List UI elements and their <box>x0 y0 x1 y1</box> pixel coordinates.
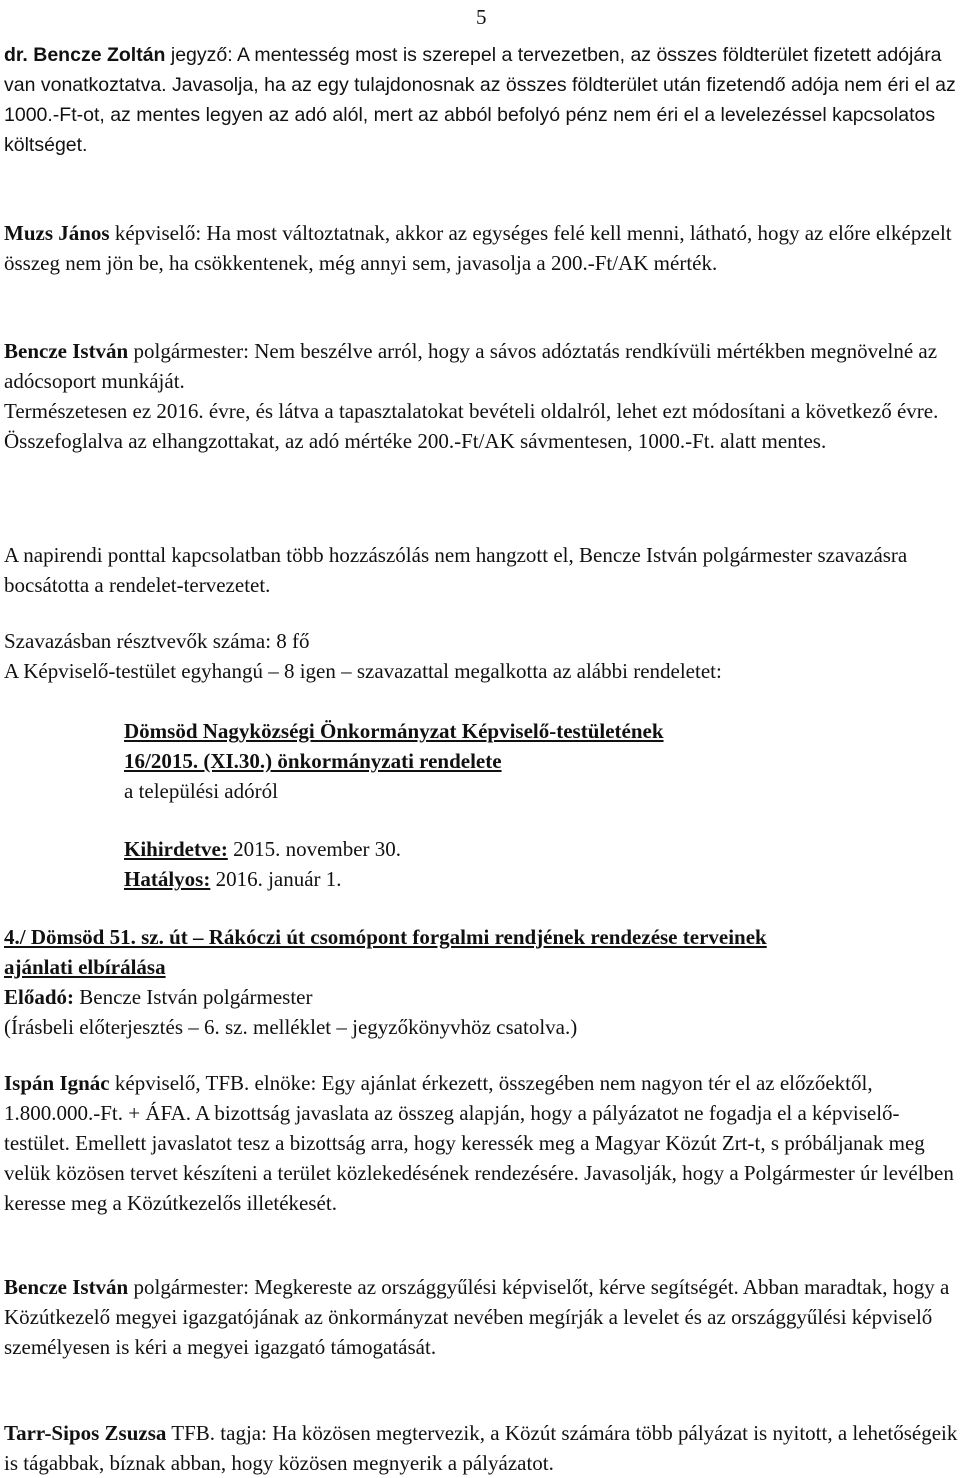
speaker-name: Tarr-Sipos Zsuzsa <box>4 1421 167 1445</box>
effective-date: 2016. január 1. <box>210 867 342 891</box>
announced-date: 2015. november 30. <box>227 837 402 861</box>
agenda-title-line1: 4./ Dömsöd 51. sz. út – Rákóczi út csomópont forgalmi rendjének rendezése terveinek <box>4 925 767 949</box>
paragraph-bencze-istvan-2 <box>4 1272 958 1362</box>
announced-label: Kihirdetve: <box>124 837 228 861</box>
paragraph-bencze-istvan <box>4 336 958 456</box>
paragraph-text: képviselő, TFB. elnöke: Egy ajánlat érkezett, összegében nem nagyon tér el az előzőektől, 1.800.000.-Ft. + ÁFA. A bizottság javaslata az összeg alapján, hogy a pályázatot ne fogadja el a képviselő-testület. Emellett javaslatot tesz a bizottság arra, hogy keressék meg a Magyar Közút Zrt-t, s próbáljanak meg velük közösen tervet készíteni a terület közlekedésének rendezésére. Javasolják, hogy a Polgármester úr levélben keresse meg a Közútkezelős illetékesét. <box>4 1071 954 1215</box>
speaker-name: Bencze István <box>4 1275 129 1299</box>
vote-participants: Szavazásban résztvevők száma: 8 fő <box>4 629 310 653</box>
paragraph-muzs-janos <box>4 218 958 278</box>
presenter-label: Előadó: <box>4 985 75 1009</box>
speaker-name: Muzs János <box>4 221 110 245</box>
decree-title-line1: Dömsöd Nagyközségi Önkormányzat Képviselő-testületének <box>124 719 664 743</box>
paragraph-agenda-close: A napirendi ponttal kapcsolatban több hozzászólás nem hangzott el, Bencze István polgármester szavazásra bocsátotta a rendelet-tervezetet. <box>4 543 908 597</box>
speaker-name: dr. Bencze Zoltán <box>4 44 166 66</box>
paragraph-text: TFB. tagja: Ha közösen megtervezik, a Közút számára több pályázat is nyitott, a lehetőségeik is tágabbak, bíznak abban, hogy közösen megnyerik a pályázatot. <box>4 1421 958 1475</box>
effective-label: Hatályos: <box>124 867 211 891</box>
paragraph-ispan-ignac <box>4 1068 958 1218</box>
paragraph-text: polgármester: Megkereste az országgyűlési képviselőt, kérve segítségét. Abban maradtak, hogy a Közútkezelő megyei igazgatójának az önkormányzat nevében megírják a levelet és az országgyűlési képviselő személyesen is kéri a megyei igazgató támogatását. <box>4 1275 950 1359</box>
paragraph-text: polgármester: Nem beszélve arról, hogy a sávos adóztatás rendkívüli mértékben megnövelné az adócsoport munkáját. <box>4 339 938 393</box>
decree-title <box>124 716 954 806</box>
vote-block <box>4 626 958 686</box>
paragraph-text: jegyző: A mentesség most is szerepel a tervezetben, az összes földterület fizetett adójára van vonatkoztatva. Javasolja, ha az egy tulajdonosnak az összes földterület után fizetendő adója nem éri el az 1000.-Ft-ot, az mentes legyen az adó alól, mert az abból befolyó pénz nem éri el a levelezéssel kapcsolatos költséget. <box>4 44 956 156</box>
page-number: 5 <box>476 5 487 29</box>
decree-dates <box>124 834 954 894</box>
paragraph-tarr-sipos <box>4 1418 958 1478</box>
presenter-name: Bencze István polgármester <box>74 985 313 1009</box>
agenda-note: (Írásbeli előterjesztés – 6. sz. melléklet – jegyzőkönyvhöz csatolva.) <box>4 1015 578 1039</box>
agenda-title-line2: ajánlati elbírálása <box>4 955 166 979</box>
decree-title-line2: 16/2015. (XI.30.) önkormányzati rendelete <box>124 749 502 773</box>
decree-subject: a települési adóról <box>124 779 278 803</box>
paragraph-text: Összefoglalva az elhangzottakat, az adó mértéke 200.-Ft/AK sávmentesen, 1000.-Ft. alatt mentes. <box>4 429 827 453</box>
speaker-name: Bencze István <box>4 339 129 363</box>
vote-result: A Képviselő-testület egyhangú – 8 igen – szavazattal megalkotta az alábbi rendeletet: <box>4 659 722 683</box>
agenda-item-4 <box>4 922 958 1042</box>
paragraph-bencze-zoltan <box>4 40 958 160</box>
paragraph-text: képviselő: Ha most változtatnak, akkor az egységes felé kell menni, látható, hogy az előre elképzelt összeg nem jön be, ha csökkentenek, még annyi sem, javasolja a 200.-Ft/AK mérték. <box>4 221 952 275</box>
speaker-name: Ispán Ignác <box>4 1071 110 1095</box>
paragraph-text: Természetesen ez 2016. évre, és látva a tapasztalatokat bevételi oldalról, lehet ezt módosítani a következő évre. <box>4 399 939 423</box>
